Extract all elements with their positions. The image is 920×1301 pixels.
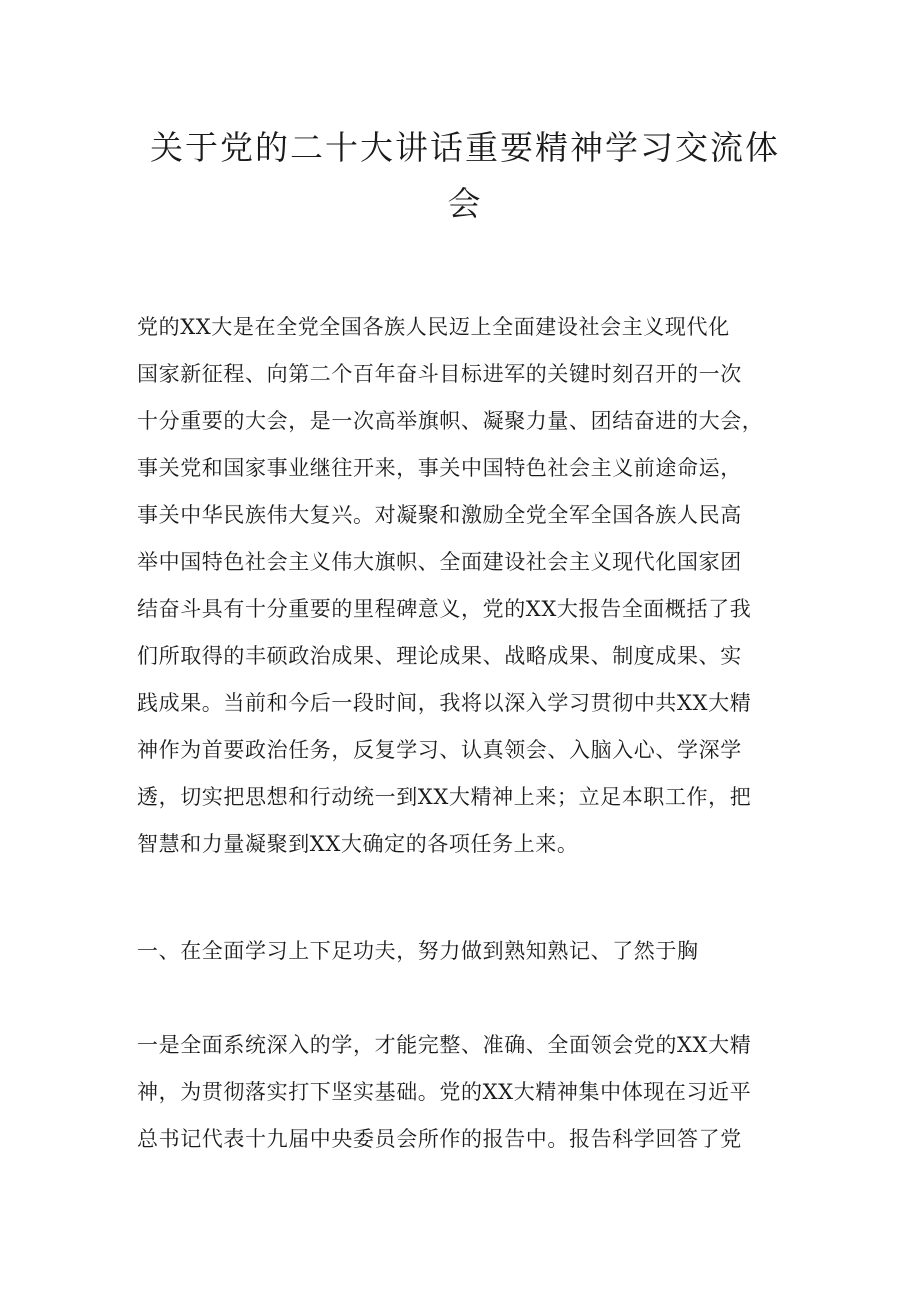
section-heading-text: 一、在全面学习上下足功夫，努力做到熟知熟记、了然于胸 bbox=[137, 939, 699, 963]
paragraph-line: 神作为首要政治任务，反复学习、认真领会、入脑入心、学深学 bbox=[137, 738, 742, 762]
paragraph-line: 一是全面系统深入的学，才能完整、准确、全面领会党的XX大精 bbox=[137, 1033, 752, 1057]
title-line: 会 bbox=[447, 184, 483, 223]
section-heading bbox=[137, 928, 797, 975]
paragraph-line: 透，切实把思想和行动统一到XX大精神上来；立足本职工作，把 bbox=[137, 785, 752, 809]
paragraph-line: 举中国特色社会主义伟大旗帜、全面建设社会主义现代化国家团 bbox=[137, 550, 742, 574]
paragraph-line: 事关中华民族伟大复兴。对凝聚和激励全党全军全国各族人民高 bbox=[137, 503, 742, 527]
paragraph-line: 十分重要的大会，是一次高举旗帜、凝聚力量、团结奋进的大会， bbox=[137, 409, 764, 433]
paragraph-line: 践成果。当前和今后一段时间，我将以深入学习贯彻中共XX大精 bbox=[137, 691, 752, 715]
paragraph-line: 们所取得的丰硕政治成果、理论成果、战略成果、制度成果、实 bbox=[137, 644, 742, 668]
paragraph-line: 事关党和国家事业继往开来，事关中国特色社会主义前途命运， bbox=[137, 456, 742, 480]
paragraph-line: 总书记代表十九届中央委员会所作的报告中。报告科学回答了党 bbox=[137, 1127, 742, 1151]
paragraph-line: 智慧和力量凝聚到XX大确定的各项任务上来。 bbox=[137, 832, 579, 856]
intro-paragraph bbox=[137, 304, 797, 868]
paragraph-line: 结奋斗具有十分重要的里程碑意义，党的XX大报告全面概括了我 bbox=[137, 597, 752, 621]
paragraph-line: 党的XX大是在全党全国各族人民迈上全面建设社会主义现代化 bbox=[137, 315, 730, 339]
paragraph-line: 神，为贯彻落实打下坚实基础。党的XX大精神集中体现在习近平 bbox=[137, 1080, 752, 1104]
section-paragraph bbox=[137, 1022, 797, 1163]
paragraph-line: 国家新征程、向第二个百年奋斗目标进军的关键时刻召开的一次 bbox=[137, 362, 742, 386]
document-title bbox=[140, 120, 790, 232]
title-line: 关于党的二十大讲话重要精神学习交流体 bbox=[150, 128, 780, 167]
